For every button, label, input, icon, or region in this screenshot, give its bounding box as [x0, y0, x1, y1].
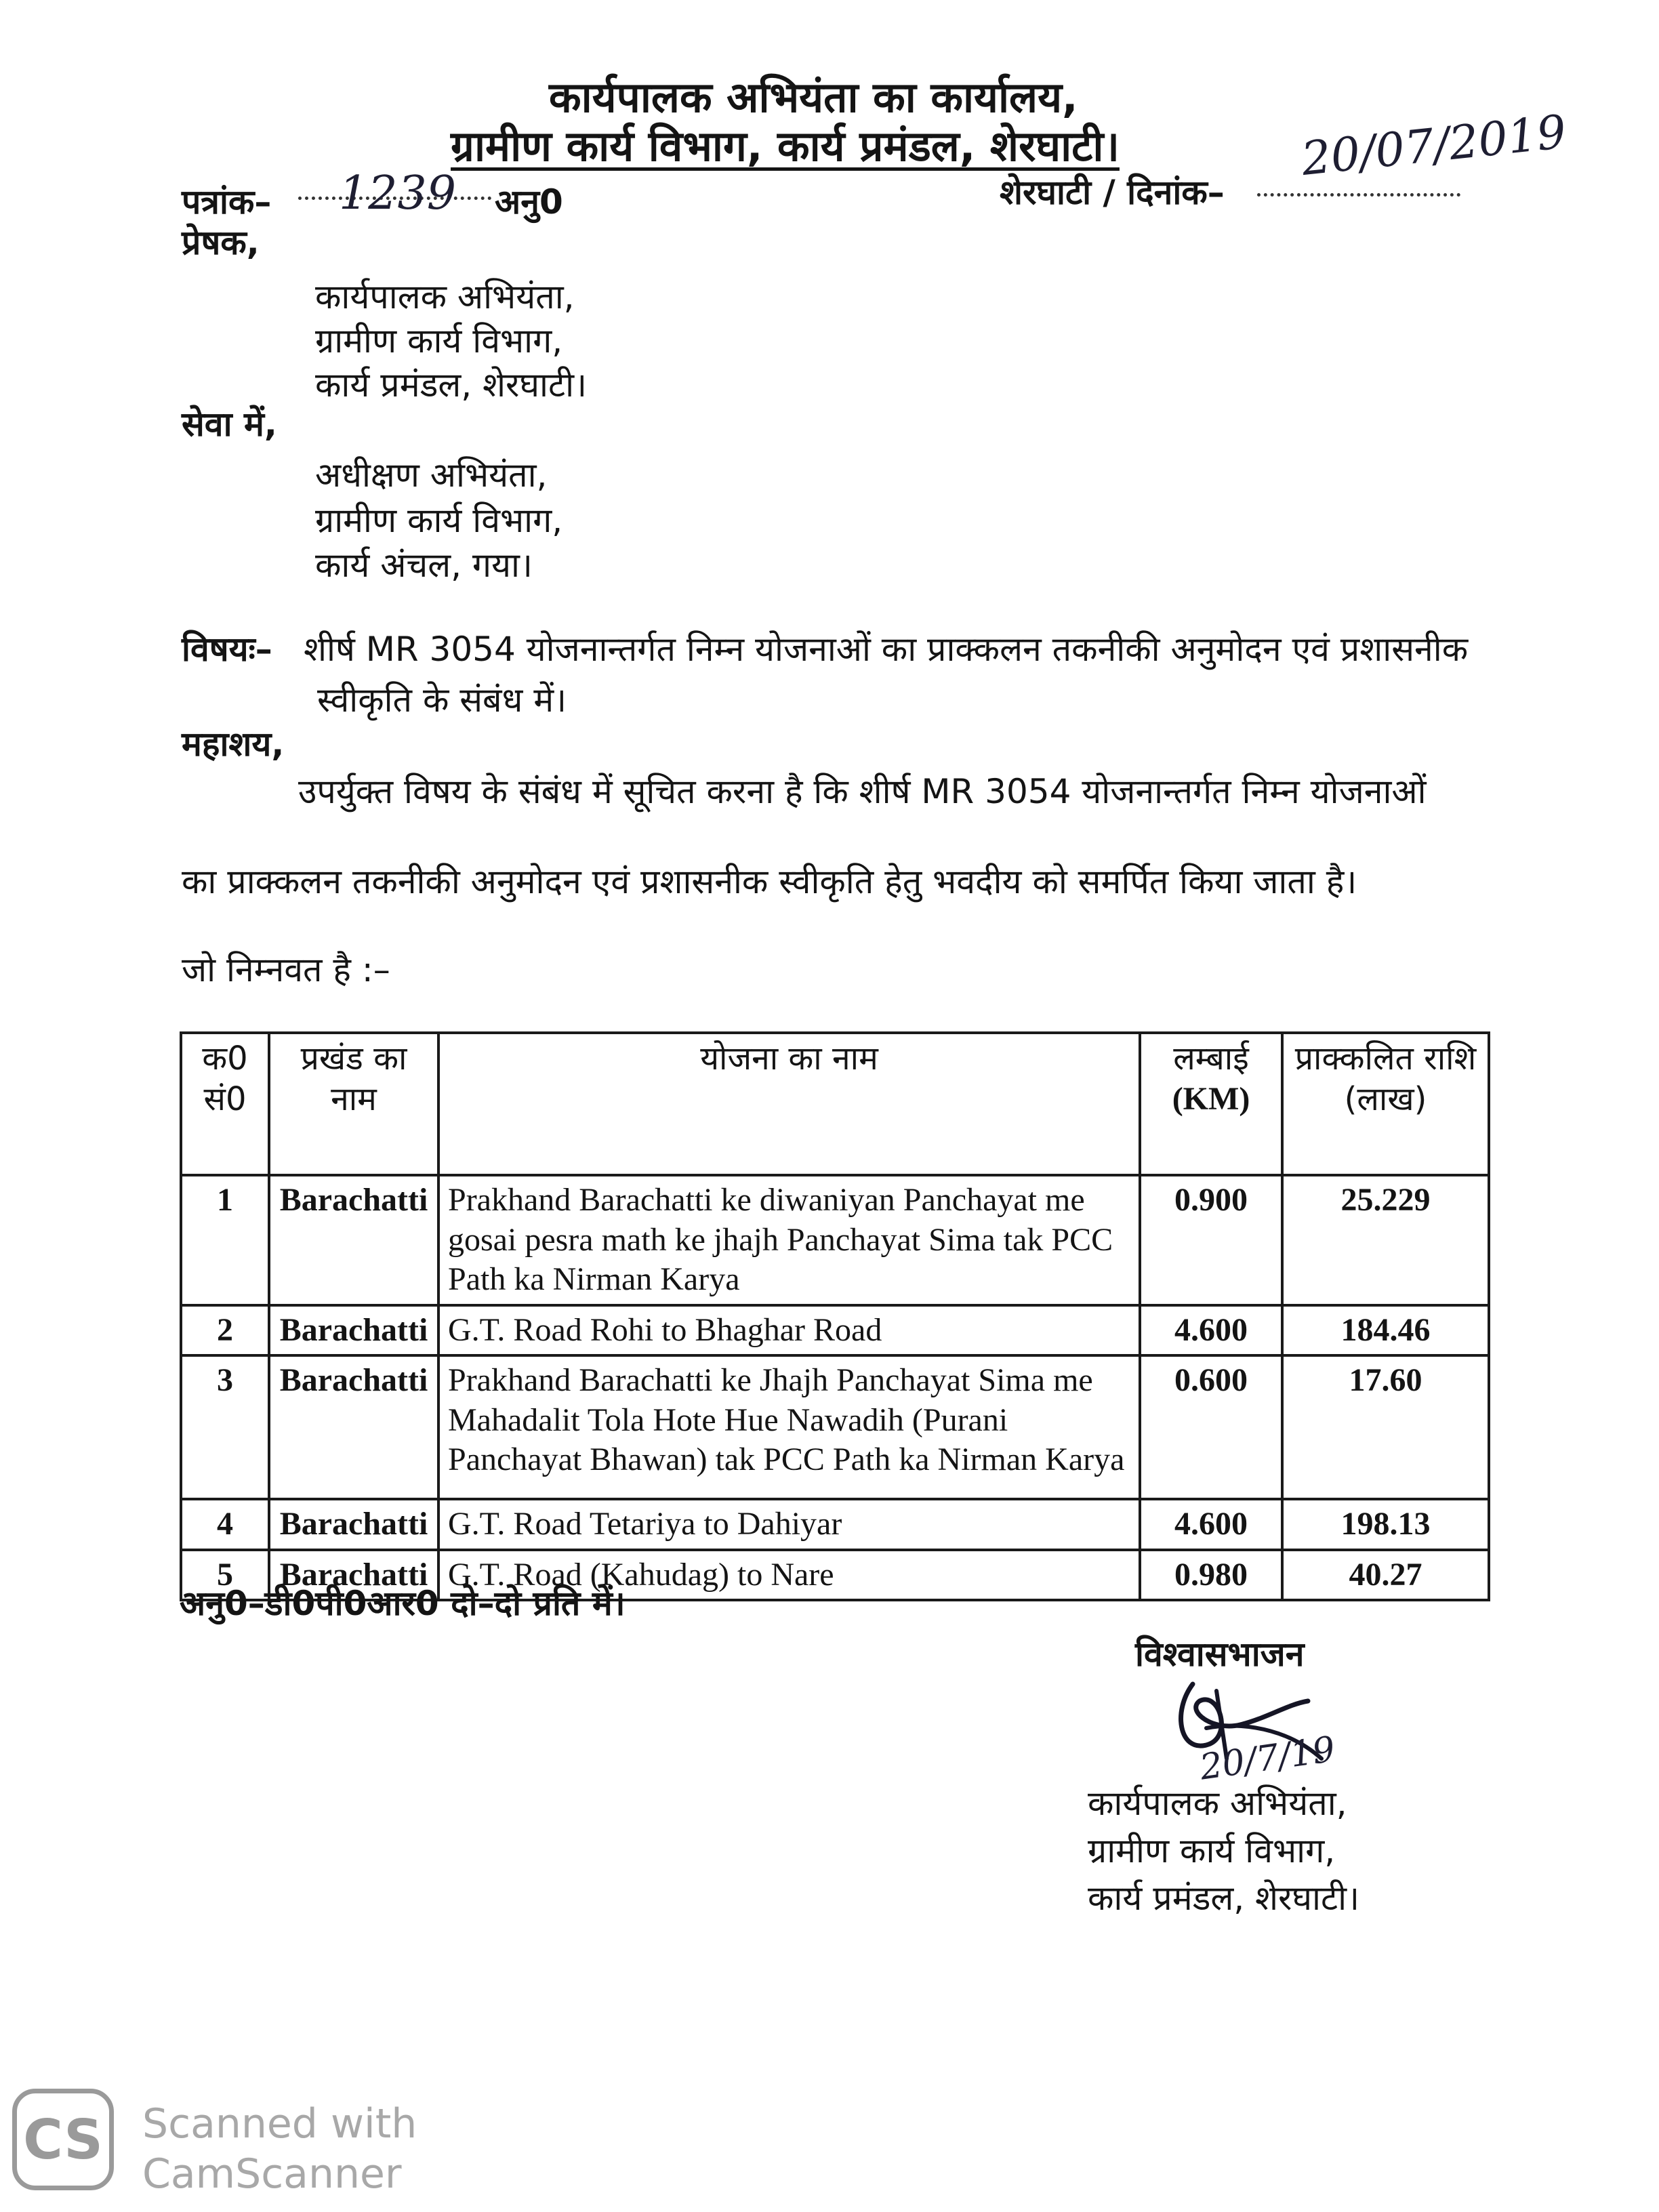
cell-amount: 198.13 — [1282, 1499, 1489, 1550]
cell-block: Barachatti — [269, 1499, 438, 1550]
camscanner-logo-icon: CS — [12, 2089, 114, 2190]
table-row — [181, 1355, 1489, 1499]
cell-sn: 4 — [181, 1499, 269, 1550]
header-amount-unit: (लाख) — [1344, 1080, 1427, 1118]
cell-scheme: G.T. Road (Kahudag) to Nare — [438, 1550, 1140, 1601]
cell-sn: 5 — [181, 1550, 269, 1601]
header-scheme: योजना का नाम — [438, 1033, 1140, 1175]
cell-amount: 25.229 — [1282, 1175, 1489, 1305]
table-row — [181, 1305, 1489, 1356]
cell-block: Barachatti — [269, 1305, 438, 1356]
signature-date: 20/7/19 — [1197, 1729, 1338, 1788]
recipient-label: सेवा में, — [182, 405, 277, 444]
signatory-line-2: ग्रामीण कार्य विभाग, — [1088, 1831, 1336, 1870]
subject-line-2: स्वीकृति के संबंध में। — [317, 680, 567, 720]
salutation: महाशय, — [182, 724, 285, 764]
body-para-2: का प्राक्कलन तकनीकी अनुमोदन एवं प्रशासनीक स्वीकृति हेतु भवदीय को समर्पित किया जाता है। — [182, 862, 1357, 901]
cell-amount: 184.46 — [1282, 1305, 1489, 1356]
cell-scheme: Prakhand Barachatti ke Jhajh Panchayat Sima me Mahadalit Tola Hote Hue Nawadih (Purani Panchayat Bhawan) tak PCC Path ka Nirman Karya — [438, 1355, 1140, 1499]
subject-line-1: शीर्ष MR 3054 योजनान्तर्गत निम्न योजनाओं का प्राक्कलन तकनीकी अनुमोदन एवं प्रशासनीक — [304, 630, 1469, 669]
cell-amount: 17.60 — [1282, 1355, 1489, 1499]
patrank-label: पत्रांक– — [182, 182, 272, 222]
schemes-table — [180, 1031, 1490, 1601]
cell-length: 0.980 — [1140, 1550, 1282, 1601]
header-amount — [1282, 1033, 1489, 1175]
watermark-line-1: Scanned with — [142, 2100, 417, 2148]
cell-scheme: G.T. Road Rohi to Bhaghar Road — [438, 1305, 1140, 1356]
recipient-line-2: ग्रामीण कार्य विभाग, — [315, 501, 563, 540]
cell-block: Barachatti — [269, 1355, 438, 1499]
sender-line-2: ग्रामीण कार्य विभाग, — [315, 321, 563, 361]
cell-length: 4.600 — [1140, 1305, 1282, 1356]
recipient-line-3: कार्य अंचल, गया। — [315, 546, 533, 585]
table-intro: जो निम्नवत है :– — [182, 950, 390, 989]
patrank-number: 1239 — [339, 167, 457, 220]
enclosure-note: अनु0–डी0पी0आर0 दो–दो प्रति में। — [180, 1584, 626, 1623]
cell-scheme: Prakhand Barachatti ke diwaniyan Panchayat me gosai pesra math ke jhajh Panchayat Sima tak PCC Path ka Nirman Karya — [438, 1175, 1140, 1305]
cell-length: 4.600 — [1140, 1499, 1282, 1550]
handwritten-date: 20/07/2019 — [1298, 105, 1569, 186]
closing-vishwasbhajan: विश्वासभाजन — [1135, 1635, 1305, 1674]
cell-amount: 40.27 — [1282, 1550, 1489, 1601]
place-date-label: शेरघाटी / दिनांक– — [1000, 173, 1225, 212]
table-header-row — [181, 1033, 1489, 1175]
department-title: ग्रामीण कार्य विभाग, कार्य प्रमंडल, शेरघाटी। — [451, 121, 1120, 171]
header-length — [1140, 1033, 1282, 1175]
cell-block: Barachatti — [269, 1550, 438, 1601]
header-amount-label: प्राक्कलित राशि — [1294, 1040, 1477, 1078]
table-row — [181, 1499, 1489, 1550]
signatory-line-1: कार्यपालक अभियंता, — [1088, 1784, 1347, 1823]
sender-label: प्रेषक, — [182, 223, 260, 262]
cell-sn: 2 — [181, 1305, 269, 1356]
watermark-line-2: CamScanner — [142, 2150, 402, 2198]
cell-length: 0.600 — [1140, 1355, 1282, 1499]
table-row — [181, 1175, 1489, 1305]
office-title: कार्यपालक अभियंता का कार्यालय, — [549, 73, 1078, 122]
cell-block: Barachatti — [269, 1175, 438, 1305]
cell-sn: 3 — [181, 1355, 269, 1499]
subject-label: विषयः– — [182, 630, 272, 669]
body-para-1: उपर्युक्त विषय के संबंध में सूचित करना है कि शीर्ष MR 3054 योजनान्तर्गत निम्न योजनाओं — [298, 772, 1427, 811]
recipient-line-1: अधीक्षण अभियंता, — [315, 455, 548, 495]
header-length-label: लम्बाई — [1173, 1040, 1249, 1078]
header-block: प्रखंड का नाम — [269, 1033, 438, 1175]
sender-line-3: कार्य प्रमंडल, शेरघाटी। — [315, 365, 588, 405]
sender-line-1: कार्यपालक अभियंता, — [315, 277, 575, 316]
anu-label: अनु0 — [495, 182, 563, 222]
cell-sn: 1 — [181, 1175, 269, 1305]
cell-scheme: G.T. Road Tetariya to Dahiyar — [438, 1499, 1140, 1550]
date-dots — [1257, 193, 1460, 197]
header-sn: क0 सं0 — [181, 1033, 269, 1175]
cell-length: 0.900 — [1140, 1175, 1282, 1305]
header-length-unit: (KM) — [1172, 1081, 1250, 1117]
signatory-line-3: कार्य प्रमंडल, शेरघाटी। — [1088, 1879, 1360, 1918]
